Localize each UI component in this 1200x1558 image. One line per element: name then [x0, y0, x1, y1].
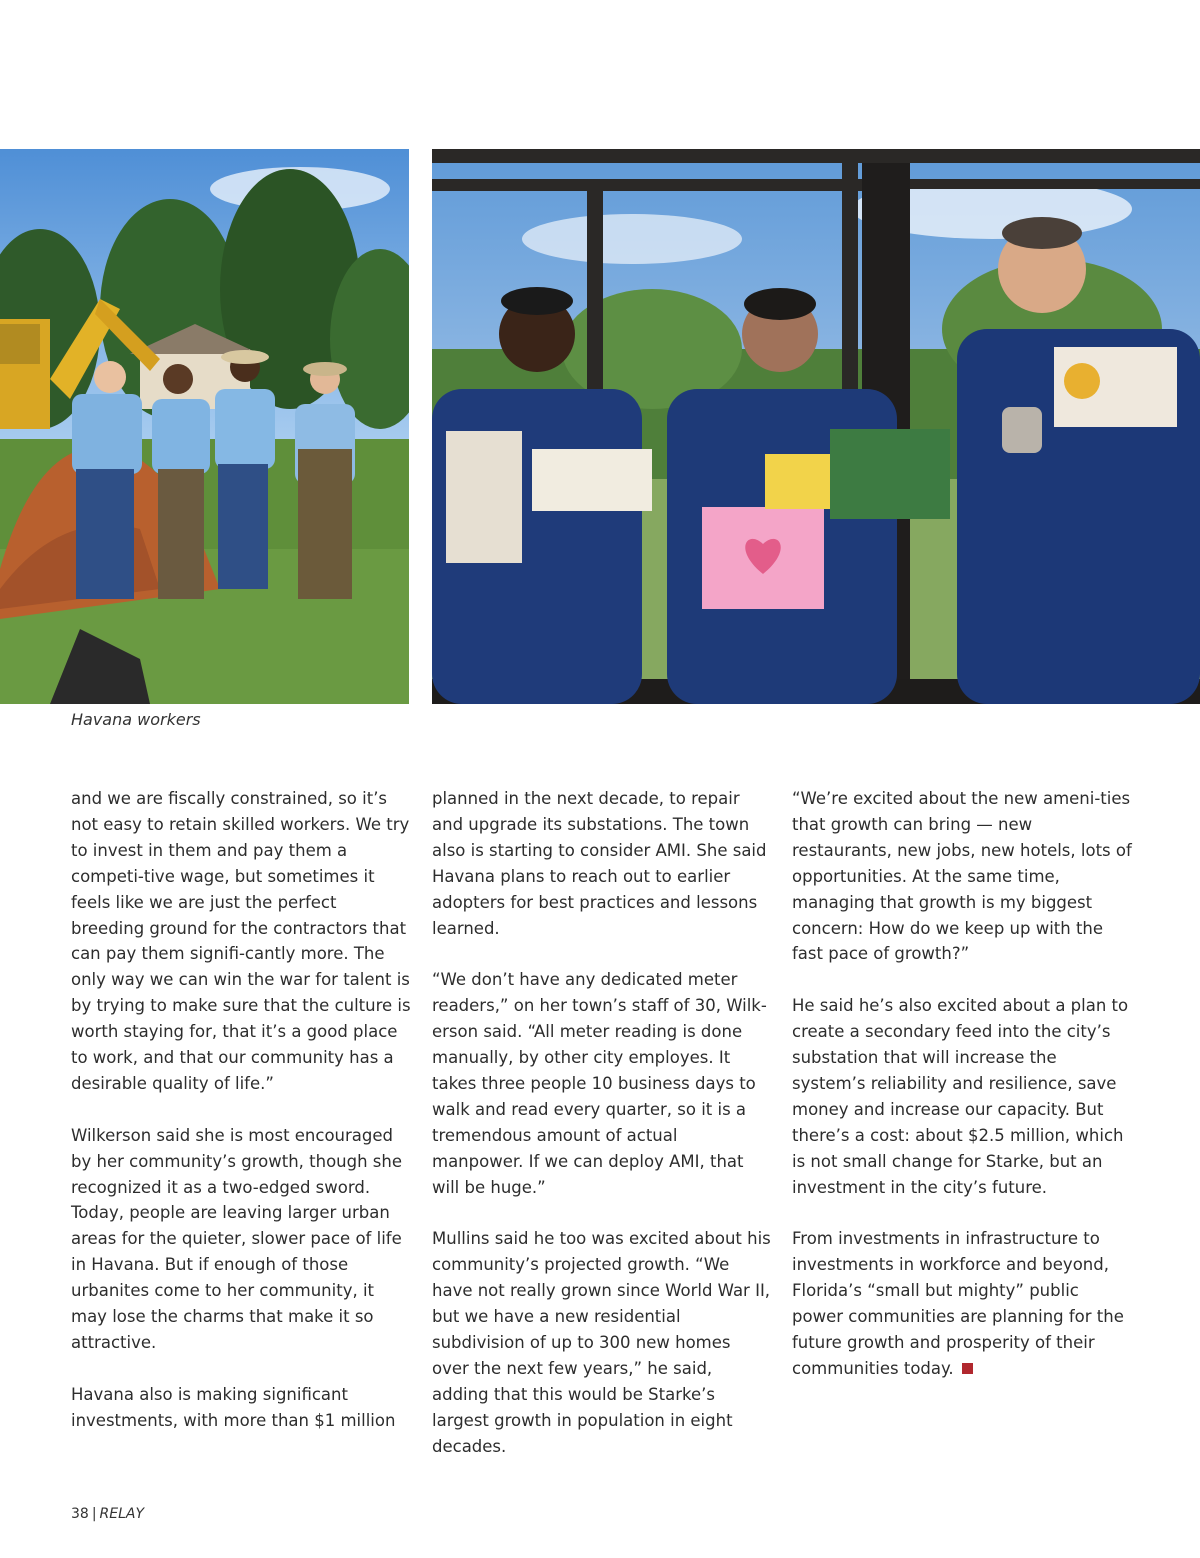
paragraph: Mullins said he too was excited about his community’s projected growth. “We have not really grown since World War II, but we have a new residential subdivision of up to 300 new homes over the next few years,” he said, adding that this would be Starke’s largest growth in population in eight decades. [432, 1229, 771, 1456]
end-of-article-mark [962, 1363, 973, 1374]
footer-separator: | [91, 1506, 97, 1522]
page-footer [71, 1506, 144, 1522]
paragraph: “We don’t have any dedicated meter readers,” on her town’s staff of 30, Wilk-erson said. “All meter reading is done manually, by other city employes. It takes three people 10 business days to walk and read every quarter, so it is a tremendous amount of actual manpower. If we can deploy AMI, that will be huge.” [432, 970, 767, 1197]
article-column-2 [432, 786, 772, 1485]
publication-name: RELAY [99, 1506, 145, 1522]
paragraph: planned in the next decade, to repair and upgrade its substations. The town also is starting to consider AMI. She said Havana plans to reach out to earlier adopters for best practices and lessons learned. [432, 789, 767, 938]
article-column-1 [71, 786, 411, 1460]
havana-workers-photo [0, 149, 409, 704]
article-column-3 [792, 786, 1132, 1408]
paragraph: He said he’s also excited about a plan to create a secondary feed into the city’s substation that will increase the system’s reliability and resilience, save money and increase our capacity. But there’s a cost: about $2.5 million, which is not small change for Starke, but an investment in the city’s future. [792, 996, 1129, 1197]
paragraph-text: From investments in infrastructure to investments in workforce and beyond, Florida’s “small but mighty” public power communities are planning for the future growth and prosperity of their communities today. [792, 1229, 1124, 1378]
thank-you-cards-photo [432, 149, 1200, 704]
page-number: 38 [71, 1506, 89, 1522]
photo-caption: Havana workers [71, 710, 201, 729]
paragraph: Havana also is making significant investments, with more than $1 million [71, 1384, 396, 1430]
closing-paragraph [792, 1226, 1132, 1381]
paragraph: “We’re excited about the new ameni-ties that growth can bring — new restaurants, new jobs, new hotels, lots of opportunities. At the same time, managing that growth is my biggest concern: How do we keep up with the fast pace of growth?” [792, 789, 1132, 964]
paragraph: and we are fiscally constrained, so it’s not easy to retain skilled workers. We try to invest in them and pay them a competi-tive wage, but sometimes it feels like we are just the perfect breeding ground for the contractors that can pay them signifi-cantly more. The only way we can win the war for talent is by trying to make sure that the culture is worth staying for, that it’s a good place to work, and that our community has a desirable quality of life.” [71, 789, 411, 1093]
paragraph: Wilkerson said she is most encouraged by her community’s growth, though she recognized it as a two-edged sword. Today, people are leaving larger urban areas for the quieter, slower pace of life in Havana. But if enough of those urbanites come to her community, it may lose the charms that make it so attractive. [71, 1125, 403, 1353]
